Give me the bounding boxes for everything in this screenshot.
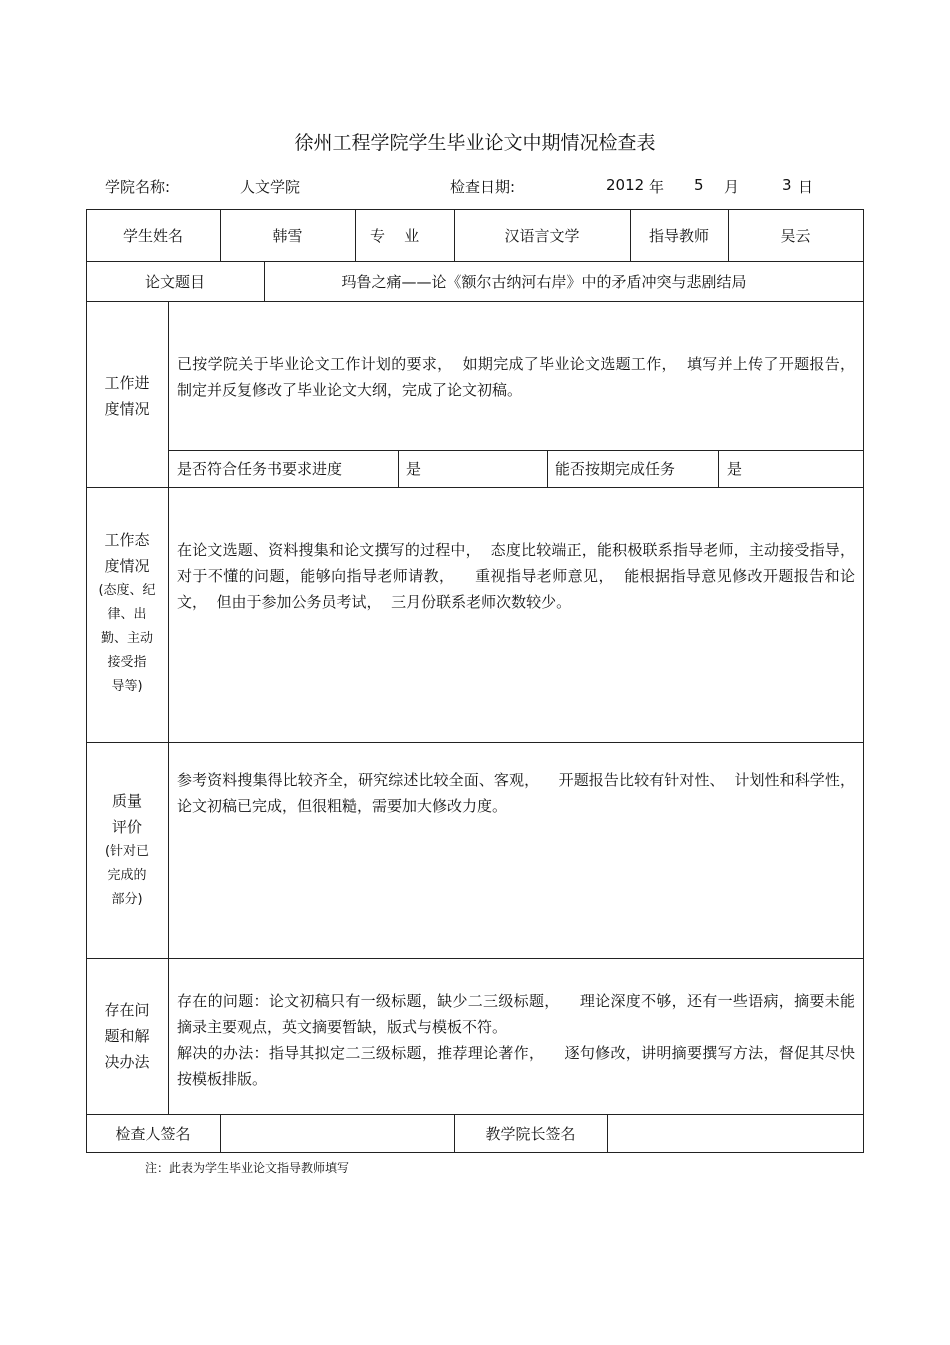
progress-q2-label: 能否按期完成任务 xyxy=(555,460,676,478)
attitude-sub-line1: (态度、纪 xyxy=(98,583,156,598)
progress-q2-value: 是 xyxy=(727,460,743,478)
date-month-unit: 月 xyxy=(724,178,740,196)
topic-value: 玛鲁之痛——论《额尔古纳河右岸》中的矛盾冲突与悲剧结局 xyxy=(341,272,747,291)
quality-text: 参考资料搜集得比较齐全，研究综述比较全面、客观， 开题报告比较有针对性、 计划性和科学性，论文初稿已完成，但很粗糙，需要加大修改力度。 xyxy=(177,771,855,815)
issues-problem-text: 存在的问题：论文初稿只有一级标题，缺少二三级标题， 理论深度不够，还有一些语病，摘要未能摘录主要观点，英文摘要暂缺，版式与模板不符。 xyxy=(177,992,855,1036)
attitude-sub-line3: 勤、主动 xyxy=(100,631,153,646)
college-label: 学院名称: xyxy=(105,178,171,196)
date-year: 2012 xyxy=(606,176,645,194)
progress-label-line2: 度情况 xyxy=(104,400,150,418)
progress-label xyxy=(86,370,168,422)
issues-label-line2: 题和解 xyxy=(104,1027,150,1045)
attitude-sub-line2: 律、出 xyxy=(107,607,147,622)
attitude-label-line2: 度情况 xyxy=(104,557,150,575)
issues-label-line3: 决办法 xyxy=(104,1053,150,1071)
student-name-label: 学生姓名 xyxy=(122,226,183,245)
quality-label-line2: 评价 xyxy=(111,818,142,836)
quality-sub-line1: (针对已 xyxy=(104,844,150,859)
dean-signature-field[interactable] xyxy=(607,1114,863,1152)
footnote: 注：此表为学生毕业论文指导教师填写 xyxy=(145,1161,350,1175)
quality-sub-line2: 完成的 xyxy=(107,868,147,883)
student-name-value: 韩雪 xyxy=(272,226,303,245)
date-label: 检查日期: xyxy=(450,178,516,196)
attitude-label xyxy=(86,527,168,699)
progress-label-line1: 工作进 xyxy=(104,374,150,392)
inspector-signature-field[interactable] xyxy=(220,1114,454,1152)
date-day: 3 xyxy=(782,176,792,194)
attitude-text: 在论文选题、资料搜集和论文撰写的过程中， 态度比较端正，能积极联系指导老师，主动接受指导，对于不懂的问题，能够向指导老师请教， 重视指导老师意见， 能根据指导意见修改开题报告和论文， 但由于参加公务员考试， 三月份联系老师次数较少。 xyxy=(177,541,855,611)
attitude-sub-line5: 导等) xyxy=(111,679,143,694)
attitude-label-line1: 工作态 xyxy=(104,531,150,549)
quality-label xyxy=(86,788,168,912)
major-value: 汉语言文学 xyxy=(504,226,580,245)
issues-label xyxy=(86,997,168,1075)
advisor-value: 吴云 xyxy=(780,226,811,245)
progress-q1-label: 是否符合任务书要求进度 xyxy=(177,460,343,478)
attitude-sub-line4: 接受指 xyxy=(107,655,147,670)
topic-label: 论文题目 xyxy=(144,272,205,291)
progress-q1-value: 是 xyxy=(406,460,422,478)
issues-label-line1: 存在问 xyxy=(104,1001,150,1019)
advisor-label: 指导教师 xyxy=(648,226,709,245)
college-value: 人文学院 xyxy=(240,178,301,196)
date-month: 5 xyxy=(694,176,704,194)
major-label: 专 业 xyxy=(370,226,420,245)
progress-text: 已按学院关于毕业论文工作计划的要求， 如期完成了毕业论文选题工作， 填写并上传了开题报告，制定并反复修改了毕业论文大纲，完成了论文初稿。 xyxy=(177,355,855,399)
inspector-signature-label: 检查人签名 xyxy=(115,1124,191,1143)
dean-signature-label: 教学院长签名 xyxy=(485,1124,576,1143)
document-title: 徐州工程学院学生毕业论文中期情况检查表 xyxy=(294,132,656,154)
date-day-unit: 日 xyxy=(798,178,814,196)
quality-sub-line3: 部分) xyxy=(111,892,143,907)
quality-label-line1: 质量 xyxy=(111,792,142,810)
date-year-unit: 年 xyxy=(649,178,665,196)
issues-solution-text: 解决的办法：指导其拟定二三级标题，推荐理论著作， 逐句修改，讲明摘要撰写方法，督促其尽快按模板排版。 xyxy=(177,1044,855,1088)
